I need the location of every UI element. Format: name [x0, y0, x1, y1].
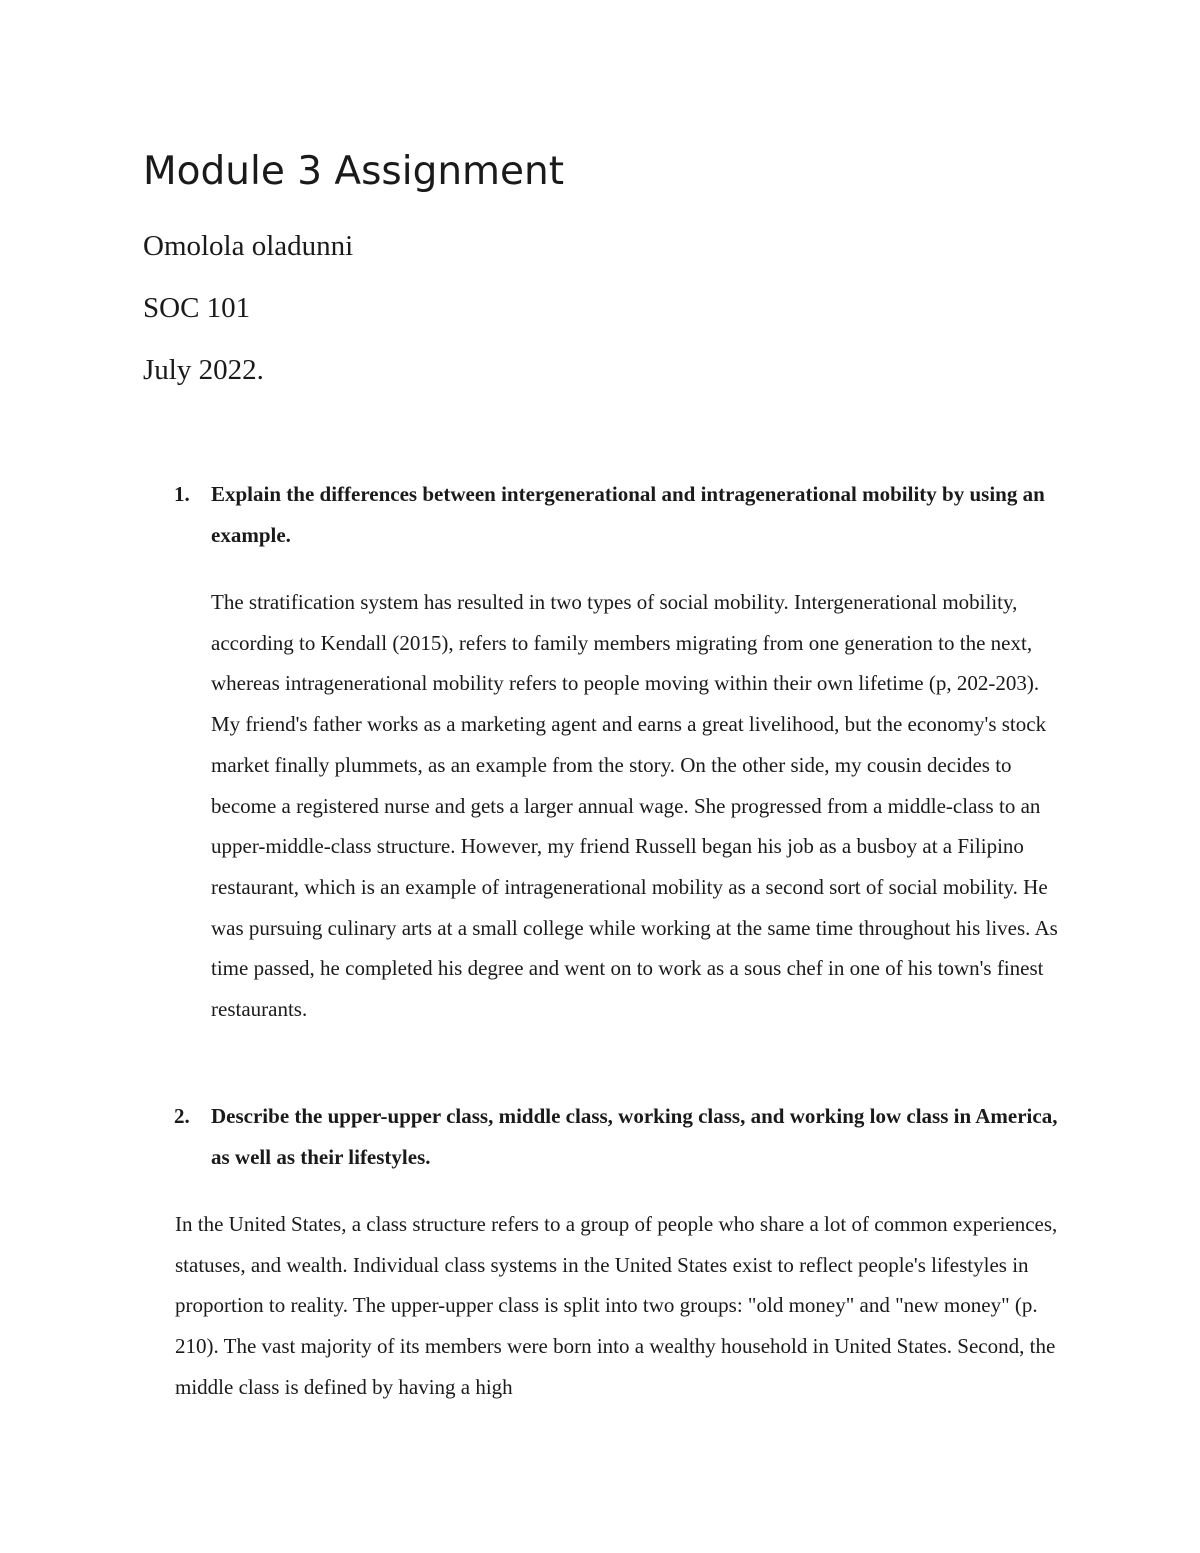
answer-paragraph-2: In the United States, a class structure refers to a group of people who share a lot of common experiences, statuses, and wealth. Individual class systems in the United States exist to reflect people's lifestyles in proportion to reality. The upper-upper class is split into two groups: "old money" and "new money" (p. 210). The vast majority of its members were born into a wealthy household in United States. Second, the middle class is defined by having a high: [175, 1212, 1058, 1399]
question-number: 2.: [174, 1104, 190, 1128]
course-code: SOC 101: [143, 292, 251, 324]
author-name: Omolola oladunni: [143, 230, 354, 262]
answer-paragraph-1: The stratification system has resulted in two types of social mobility. Intergenerational mobility, according to Kendall (2015), refers to family members migrating from one generation to the next, whereas intragenerational mobility refers to people moving within their own lifetime (p, 202-203). My friend's father works as a marketing agent and earns a great livelihood, but the economy's stock market finally plummets, as an example from the story. On the other side, my cousin decides to become a registered nurse and gets a larger annual wage. She progressed from a middle-class to an upper-middle-class structure. However, my friend Russell began his job as a busboy at a Filipino restaurant, which is an example of intragenerational mobility as a second sort of social mobility. He was pursuing culinary arts at a small college while working at the same time throughout his lives. As time passed, he completed his degree and went on to work as a sous chef in one of his town's finest restaurants.: [211, 590, 1058, 1022]
question-text: Explain the differences between intergenerational and intragenerational mobility by using an example.: [211, 482, 1045, 547]
document-date: July 2022.: [143, 354, 264, 386]
question-2: [174, 1096, 1074, 1178]
question-number: 1.: [174, 482, 190, 506]
question-1: [174, 474, 1074, 556]
document-title: Module 3 Assignment: [143, 149, 565, 194]
question-text: Describe the upper-upper class, middle class, working class, and working low class in America, as well as their lifestyles.: [211, 1104, 1058, 1169]
